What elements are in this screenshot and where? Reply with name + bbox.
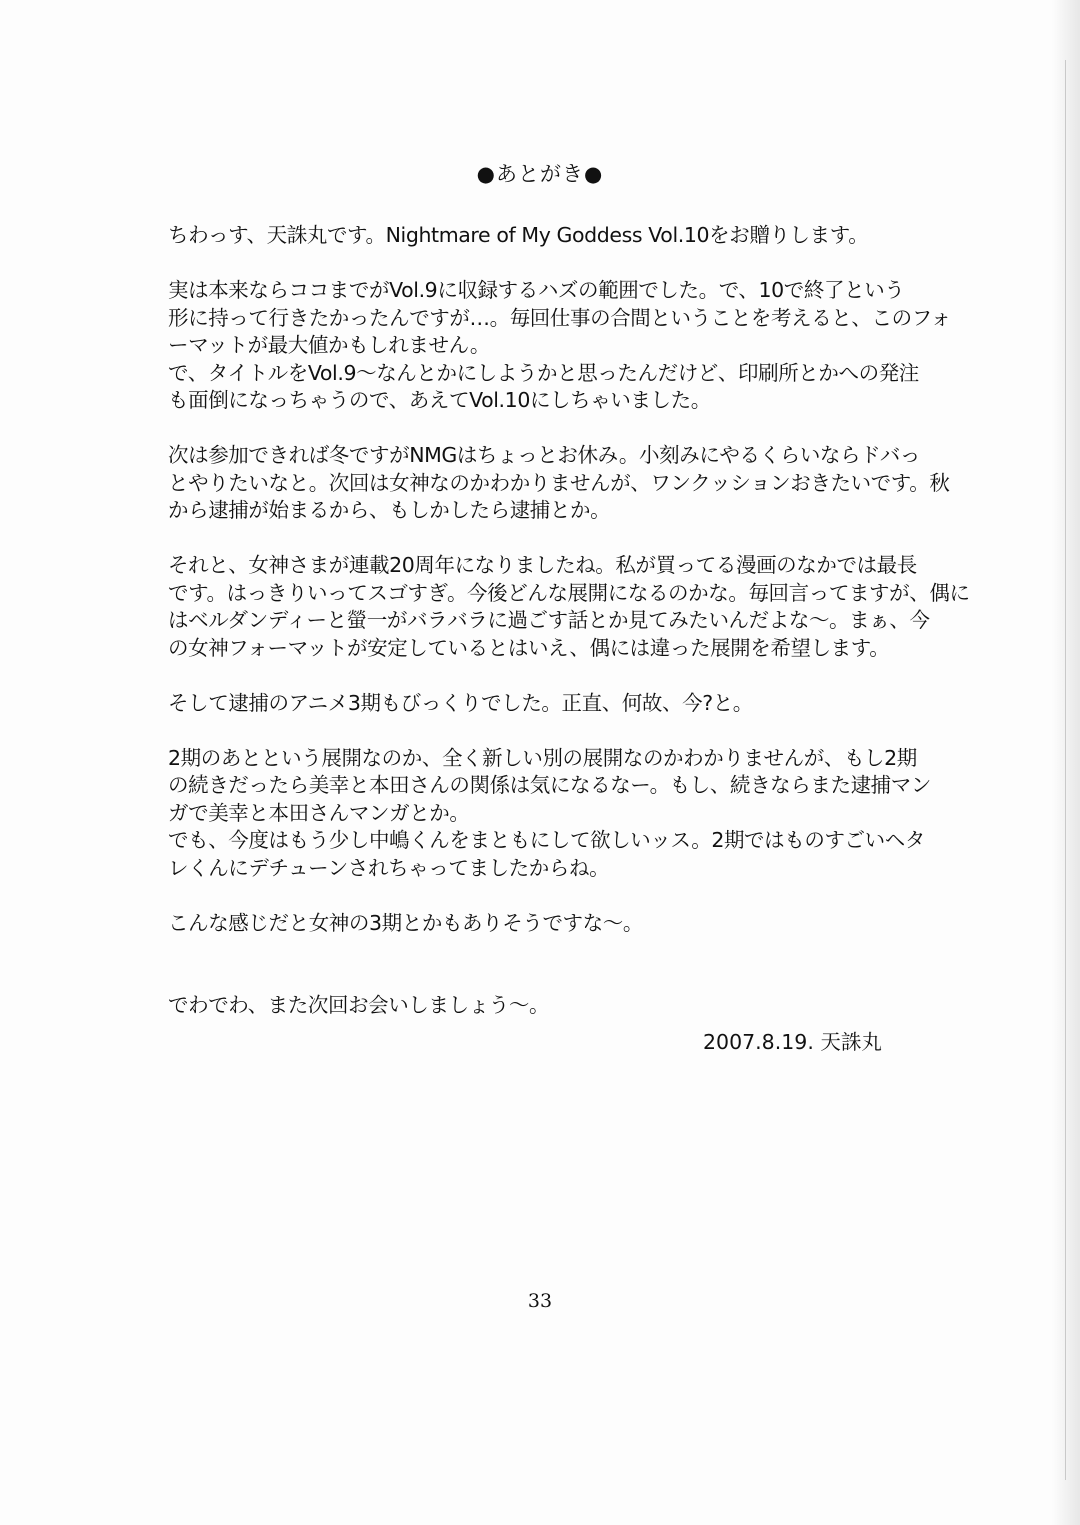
afterword-body xyxy=(168,222,970,1047)
page-number: 33 xyxy=(527,1290,553,1312)
date-signature: 2007.8.19. 天誅丸 xyxy=(703,1030,882,1054)
text-line: でも、今度はもう少し中嶋くんをまともにして欲しいッス。2期ではものすごいヘタ xyxy=(168,828,925,852)
text-line: の女神フォーマットが安定しているとはいえ、偶には違った展開を希望します。 xyxy=(168,635,890,660)
text-line: ガで美幸と本田さんマンガとか。 xyxy=(168,800,470,825)
text-line: ーマットが最大値かもしれません。 xyxy=(168,333,491,357)
paragraph-anniversary xyxy=(168,552,970,662)
paragraph-season2-thoughts xyxy=(168,745,931,883)
text-line: そして逮捕のアニメ3期もびっくりでした。正直、何故、今?と。 xyxy=(168,690,753,715)
paragraph-greeting xyxy=(168,222,928,250)
paragraph-volume-note xyxy=(168,277,951,415)
text-line: も面倒になっちゃうので、あえてVol.10にしちゃいました。 xyxy=(168,388,711,412)
paragraph-next-plans xyxy=(168,442,950,525)
text-line: 実は本来ならココまでがVol.9に収録するハズの範囲でした。で、10で終了という xyxy=(168,278,905,302)
text-line: こんな感じだと女神の3期とかもありそうですな〜。 xyxy=(168,910,643,935)
text-line: それと、女神さまが連載20周年になりましたね。私が買ってる漫画のなかでは最長 xyxy=(168,553,917,577)
paragraph-farewell xyxy=(168,992,928,1020)
text-line: でわでわ、また次回お会いしましょう〜。 xyxy=(168,993,550,1017)
afterword-heading: ●あとがき● xyxy=(476,162,604,186)
paragraph-anime-season3 xyxy=(168,690,928,718)
text-line: 次は参加できれば冬ですがNMGはちょっとお休み。小刻みにやるくらいならドバっ xyxy=(168,443,921,467)
text-line: ちわっす、天誅丸です。Nightmare of My Goddess Vol.10をお贈りします。 xyxy=(168,223,869,247)
text-line: から逮捕が始まるから、もしかしたら逮捕とか。 xyxy=(168,498,611,522)
text-line: で、タイトルをVol.9〜なんとかにしようかと思ったんだけど、印刷所とかへの発注 xyxy=(168,360,919,385)
text-line: レくんにデチューンされちゃってましたからね。 xyxy=(168,855,610,880)
text-line: の続きだったら美幸と本田さんの関係は気になるなー。もし、続きならまた逮捕マン xyxy=(168,773,931,797)
text-line: 形に持って行きたかったんですが…。毎回仕事の合間ということを考えると、このフォ xyxy=(168,305,951,330)
text-line: 2期のあとという展開なのか、全く新しい別の展開なのかわかりませんが、もし2期 xyxy=(168,745,917,770)
paragraph-goddess-season3 xyxy=(168,910,928,938)
page-edge-line xyxy=(1065,60,1066,1480)
text-line: はベルダンディーと螢一がバラバラに過ごす話とか見てみたいんだよな〜。まぁ、今 xyxy=(168,608,930,632)
text-line: とやりたいなと。次回は女神なのかわかりませんが、ワンクッションおきたいです。秋 xyxy=(168,470,950,495)
text-line: です。はっきりいってスゴすぎ。今後どんな展開になるのかな。毎回言ってますが、偶に xyxy=(168,580,970,605)
